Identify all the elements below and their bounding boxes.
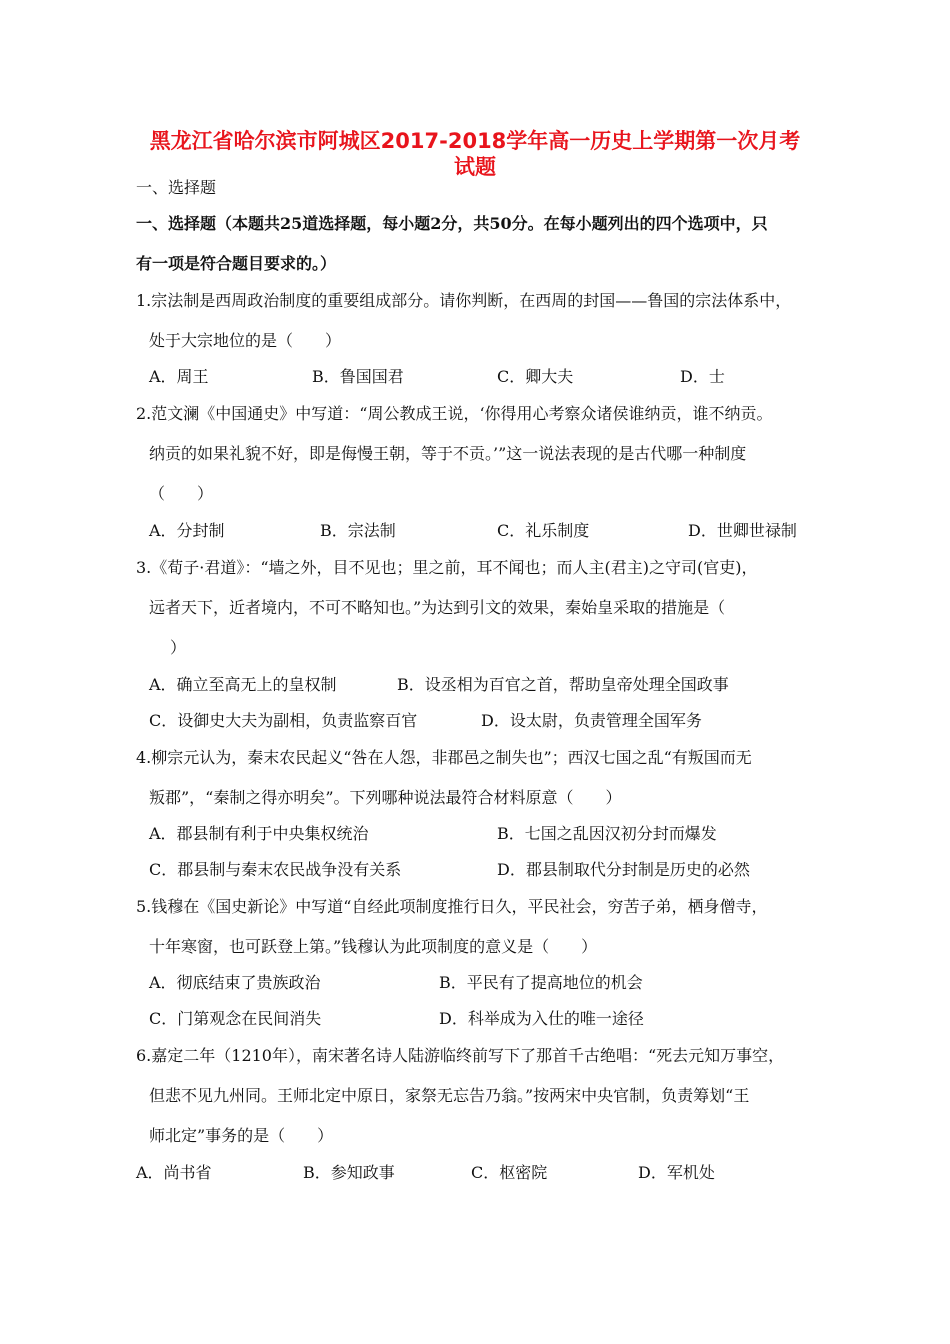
question-text: 4.柳宗元认为，秦末农民起义“咎在人怨，非郡邑之制失也”；西汉七国之乱“有叛国而无 — [136, 748, 752, 767]
question-text: 处于大宗地位的是（ ） — [149, 331, 342, 350]
question-text: 但悲不见九州同。王师北定中原日，家祭无忘告乃翁。”按两宋中央官制，负责筹划“王 — [149, 1086, 750, 1105]
option-a: A．分封制 — [149, 521, 225, 540]
option-a: A．彻底结束了贵族政治 — [149, 973, 321, 992]
option-c: C．设御史大夫为副相，负责监察百官 — [149, 711, 418, 730]
option-d: D．世卿世禄制 — [688, 521, 797, 540]
question-text: 叛郡”，“秦制之得亦明矣”。下列哪种说法最符合材料原意（ ） — [149, 788, 622, 807]
question-text: 6.嘉定二年（1210年），南宋著名诗人陆游临终前写下了那首千古绝唱：“死去元知万事空， — [136, 1046, 785, 1065]
question-text: 远者天下，近者境内，不可不略知也。”为达到引文的效果，秦始皇采取的措施是（ — [149, 598, 726, 617]
question-text: 3.《荀子·君道》：“墙之外，目不见也；里之前，耳不闻也；而人主(君主)之守司(官吏)， — [136, 558, 758, 577]
option-d: D．军机处 — [638, 1163, 715, 1182]
option-c: C．门第观念在民间消失 — [149, 1009, 322, 1028]
question-text: 5.钱穆在《国史新论》中写道“自经此项制度推行日久，平民社会，穷苦子弟，栖身僧寺， — [136, 897, 768, 916]
option-b: B．鲁国国君 — [312, 367, 404, 386]
question-text: 十年寒窗，也可跃登上第。”钱穆认为此项制度的意义是（ ） — [149, 937, 598, 956]
question-text: ） — [170, 638, 187, 657]
question-text: 纳贡的如果礼貌不好，即是侮慢王朝，等于不贡。’”这一说法表现的是古代哪一种制度 — [149, 444, 747, 463]
option-d: D．设太尉，负责管理全国军务 — [481, 711, 702, 730]
option-b: B．平民有了提高地位的机会 — [439, 973, 643, 992]
question-text: （ ） — [149, 484, 214, 503]
option-c: C．礼乐制度 — [497, 521, 590, 540]
exam-title-line1: 黑龙江省哈尔滨市阿城区2017-2018学年高一历史上学期第一次月考 — [149, 129, 801, 153]
option-c: C．郡县制与秦末农民战争没有关系 — [149, 860, 402, 879]
section-heading: 一、选择题 — [136, 178, 217, 197]
option-b: B．宗法制 — [320, 521, 396, 540]
question-text: 1.宗法制是西周政治制度的重要组成部分。请你判断，在西周的封国——鲁国的宗法体系中， — [136, 291, 792, 310]
option-a: A．郡县制有利于中央集权统治 — [149, 824, 369, 843]
option-a: A．周王 — [149, 367, 209, 386]
option-c: C．卿大夫 — [497, 367, 574, 386]
question-text: 师北定”事务的是（ ） — [149, 1126, 334, 1145]
exam-title-line2: 试题 — [454, 155, 496, 179]
option-b: B．七国之乱因汉初分封而爆发 — [497, 824, 717, 843]
option-d: D．郡县制取代分封制是历史的必然 — [497, 860, 750, 879]
option-d: D．士 — [680, 367, 725, 386]
option-a: A．尚书省 — [136, 1163, 212, 1182]
instructions-line2: 有一项是符合题目要求的。） — [136, 254, 337, 273]
option-c: C．枢密院 — [471, 1163, 548, 1182]
instructions-line1: 一、选择题（本题共25道选择题，每小题2分，共50分。在每小题列出的四个选项中，只 — [136, 214, 768, 233]
question-text: 2.范文澜《中国通史》中写道：“周公教成王说，‘你得用心考察众诸侯谁纳贡，谁不纳贡。 — [136, 404, 773, 423]
option-b: B．设丞相为百官之首，帮助皇帝处理全国政事 — [397, 675, 729, 694]
option-a: A．确立至高无上的皇权制 — [149, 675, 337, 694]
option-b: B．参知政事 — [303, 1163, 395, 1182]
option-d: D．科举成为入仕的唯一途径 — [439, 1009, 644, 1028]
